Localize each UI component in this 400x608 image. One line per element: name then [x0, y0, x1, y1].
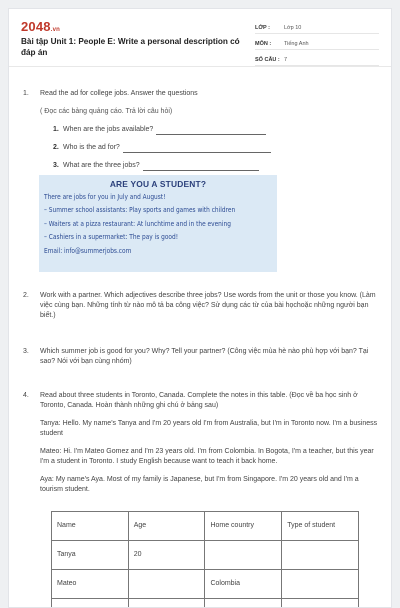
meta-row-subject [255, 37, 379, 50]
question-text: Read about three students in Toronto, Canada. Complete the notes in this table. (Đọc về ba học sinh ở Toronto, Canada. Hoàn thành những ghi chú ở bảng sau) [40, 391, 381, 411]
sub-question-text: What are the three jobs? [63, 161, 140, 171]
sub-question-list [53, 125, 381, 171]
table-cell[interactable] [205, 541, 282, 570]
meta-label: SỐ CÂU : [255, 57, 284, 65]
question-text: Read the ad for college jobs. Answer the questions [40, 89, 381, 99]
table-cell[interactable] [282, 541, 359, 570]
question-2 [23, 291, 381, 321]
meta-row-class [255, 21, 379, 34]
site-logo[interactable]: 2048.vn [21, 19, 60, 34]
table-header-cell: Name [52, 512, 129, 541]
meta-label: LỚP : [255, 25, 284, 33]
ad-link[interactable]: Email: info@summerjobs.com [44, 245, 240, 258]
question-text: Which summer job is good for you? Why? Tell your partner? (Công việc mùa hè nào phù hợp với bạn? Tại sao? Nói với bạn cùng nhóm) [40, 347, 381, 367]
answer-blank[interactable] [156, 128, 266, 135]
sub-question [53, 125, 381, 135]
question-text: Work with a partner. Which adjectives describe three jobs? Use words from the unit or those you know. (Làm việc cùng bạn. Những tính từ nào mô tả ba công việc? Sử dụng các từ của bài họchoặc những người bạn biết.) [40, 291, 381, 321]
meta-row-question-count [255, 53, 379, 66]
table-header-cell: Age [128, 512, 205, 541]
table-cell: Mateo [52, 570, 129, 599]
ad-line: – Summer school assistants: Play sports and games with children [44, 204, 240, 217]
table-header-row [52, 512, 359, 541]
question-3 [23, 347, 381, 367]
answer-blank[interactable] [143, 164, 259, 171]
question-4 [23, 391, 381, 495]
table-cell[interactable] [128, 570, 205, 599]
page-title: Bài tập Unit 1: People E: Write a personal description có đáp án [21, 36, 249, 58]
job-advertisement [39, 175, 277, 272]
table-cell: 20 [128, 541, 205, 570]
sub-question [53, 143, 381, 153]
worksheet-header [9, 9, 391, 67]
meta-label: MÔN : [255, 41, 284, 49]
student-paragraph: Tanya: Hello. My name's Tanya and I'm 20 years old I'm from Australia, but I'm in Toronto now. I'm a business student [40, 419, 381, 439]
sub-question-number: 1. [53, 125, 63, 135]
question-translation: ( Đọc các bảng quảng cáo. Trả lời câu hỏi) [40, 107, 381, 117]
table-row [52, 541, 359, 570]
question-number: 1. [23, 89, 29, 99]
student-paragraph: Aya: My name's Aya. Most of my family is Japanese, but I'm from Singapore. I'm 20 years old and I'm a tourism student. [40, 475, 381, 495]
question-1 [23, 89, 381, 179]
table-row [52, 570, 359, 599]
meta-value: Lớp 10 [284, 25, 301, 33]
ad-line: There are jobs for you in July and August! [44, 191, 240, 204]
worksheet-page [8, 8, 392, 608]
notes-table [51, 511, 359, 608]
ad-line: – Waiters at a pizza restaurant: At lunchtime and in the evening [44, 218, 240, 231]
table-header-cell: Type of student [282, 512, 359, 541]
sub-question-text: Who is the ad for? [63, 143, 120, 153]
question-number: 2. [23, 291, 29, 301]
student-paragraph: Mateo: Hi. I'm Mateo Gomez and I'm 23 years old. I'm from Colombia. In Bogota, I'm a teacher, but this year I'm a student in Toronto. I study English because want to teach it back home. [40, 447, 381, 467]
table-cell: Tanya [52, 541, 129, 570]
question-number: 3. [23, 347, 29, 357]
sub-question-text: When are the jobs available? [63, 125, 153, 135]
sub-question-number: 3. [53, 161, 63, 171]
worksheet-meta [255, 21, 379, 69]
table-header-cell: Home country [205, 512, 282, 541]
sub-question [53, 161, 381, 171]
meta-value: Tiếng Anh [284, 41, 309, 49]
sub-question-number: 2. [53, 143, 63, 153]
meta-value: 7 [284, 57, 287, 65]
ad-line: – Cashiers in a supermarket: The pay is good! [44, 231, 240, 244]
table-cell: Colombia [205, 570, 282, 599]
question-number: 4. [23, 391, 29, 401]
table-cell[interactable] [282, 570, 359, 599]
ad-title: ARE YOU A STUDENT? [44, 178, 272, 191]
answer-blank[interactable] [123, 146, 271, 153]
